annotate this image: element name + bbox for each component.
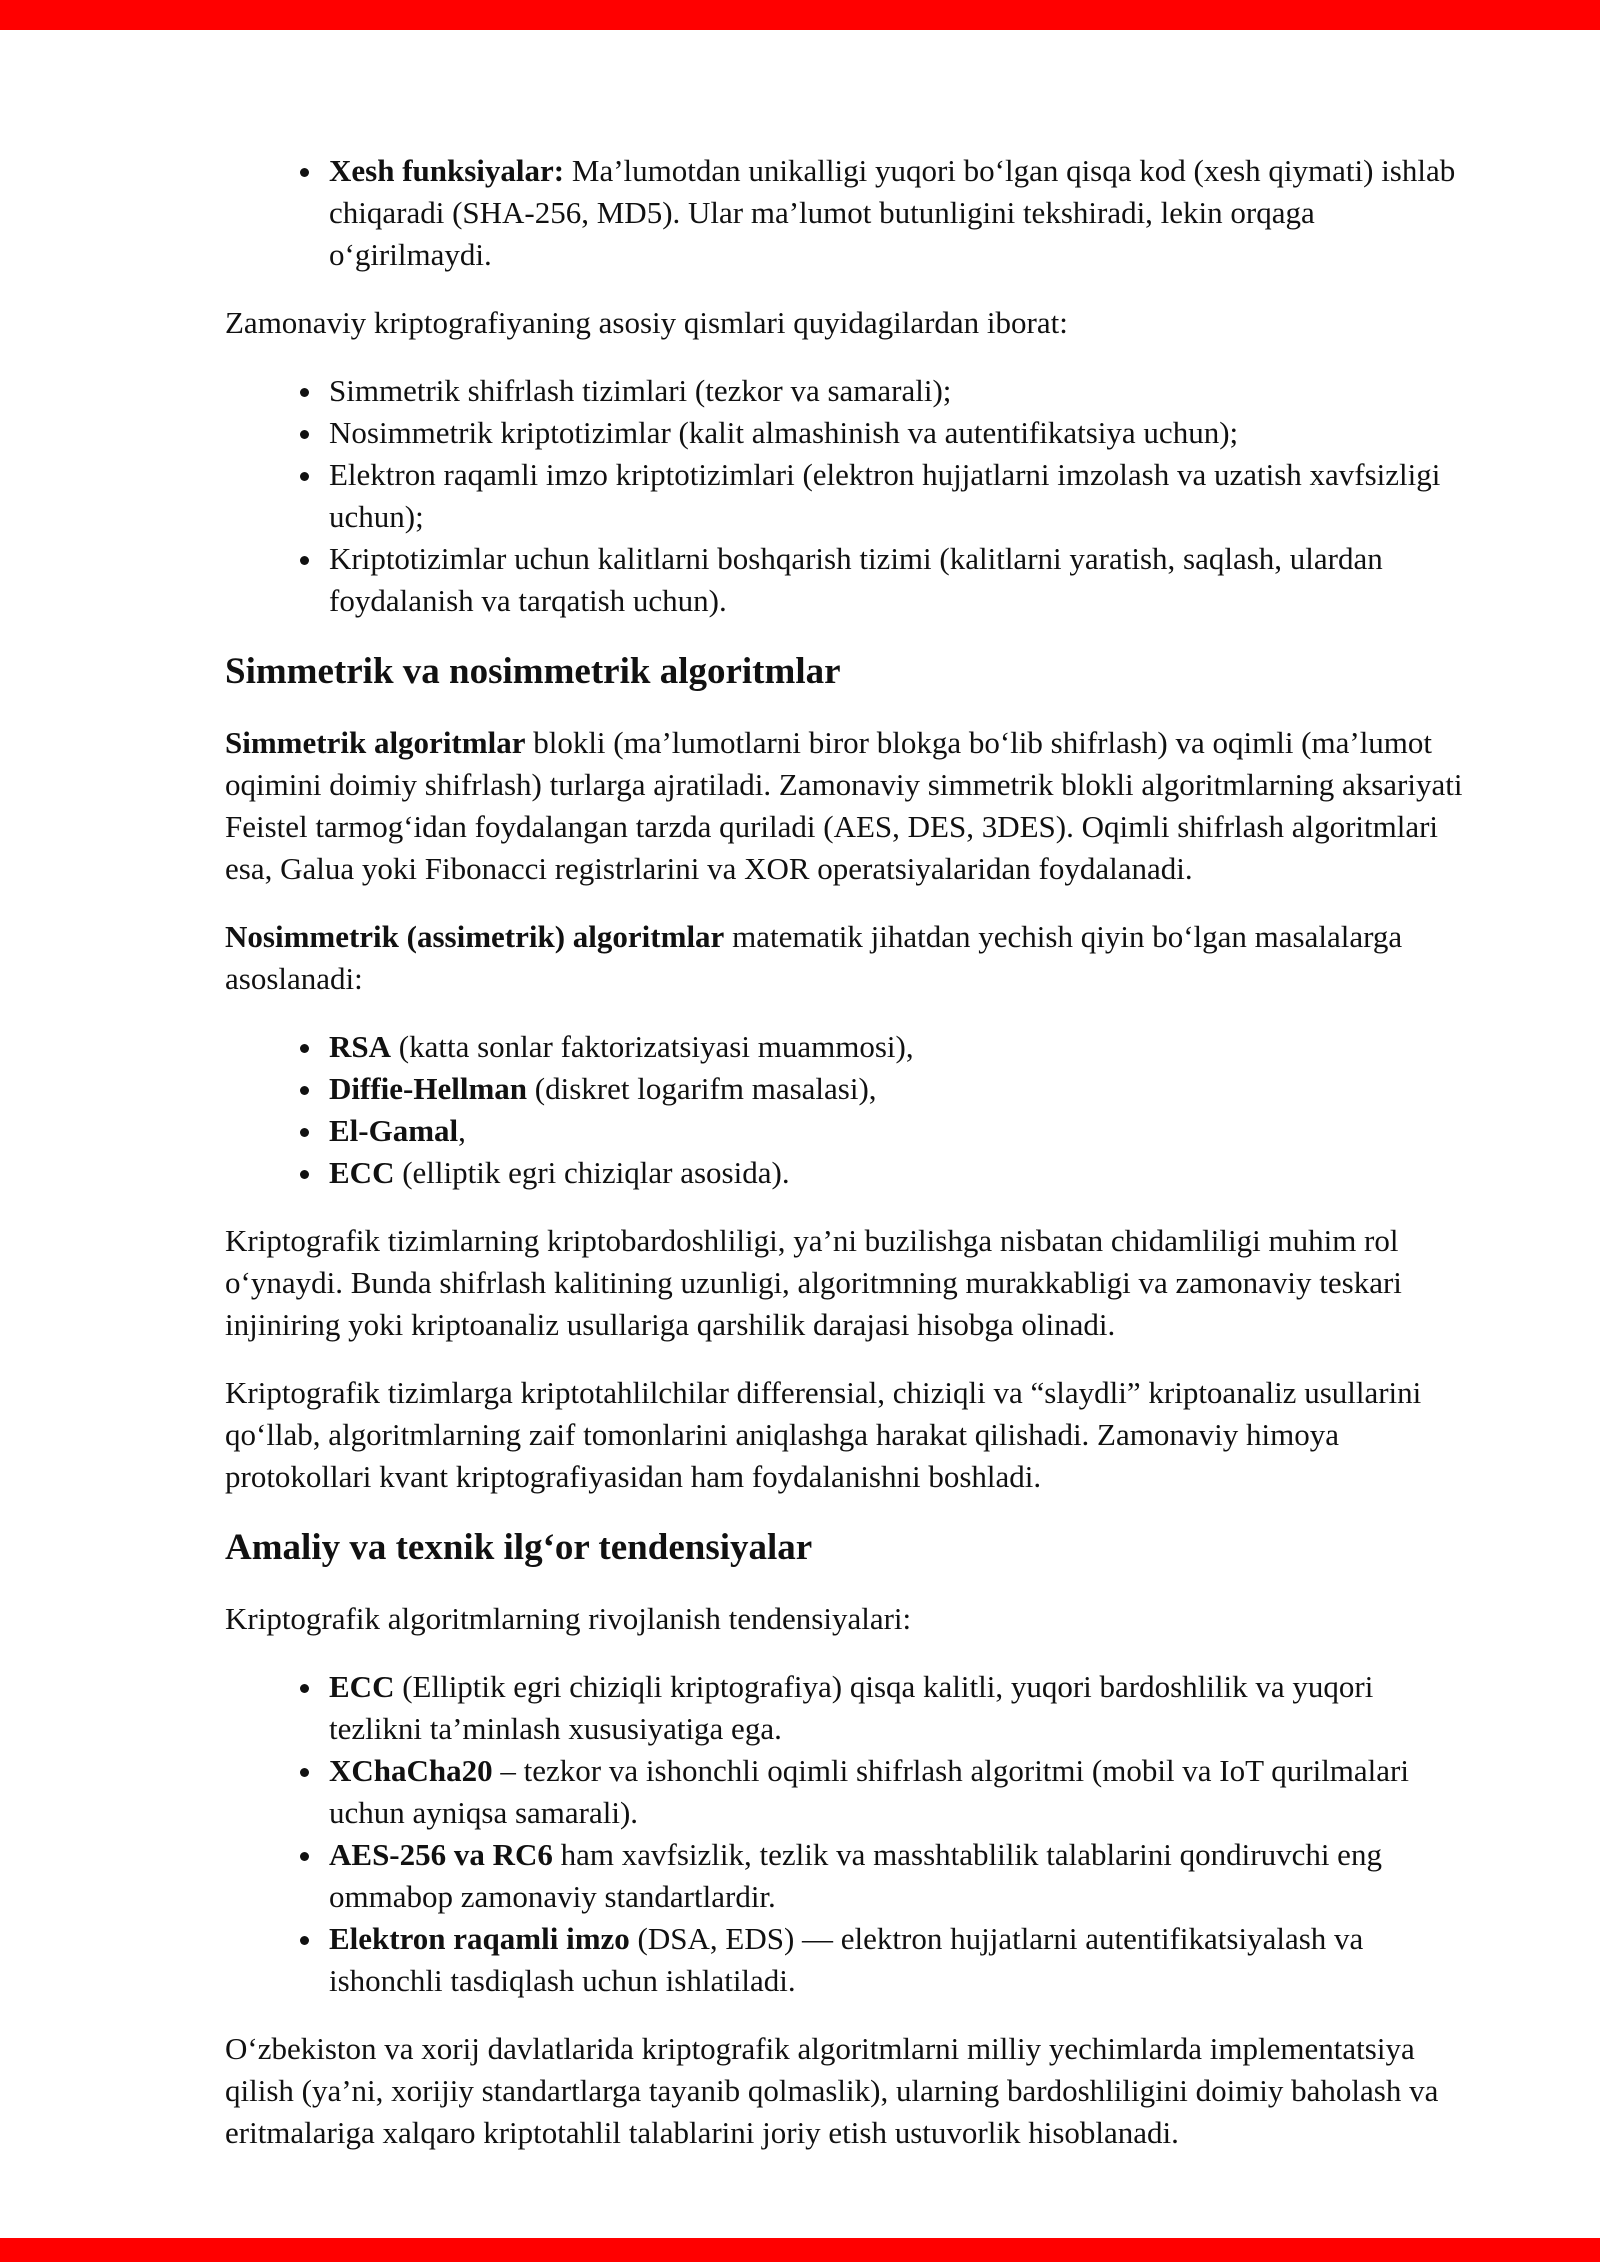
list-item-lead: ECC: [329, 1669, 395, 1704]
para-text: matematik jihatdan yechish qiyin bo‘lgan masalalarga asoslanadi:: [225, 919, 1403, 996]
para-cryptostrength: Kriptografik tizimlarning kriptobardoshliligi, ya’ni buzilishga nisbatan chidamliligi muhim rol o‘ynaydi. Bunda shifrlash kalitining uzunligi, algoritmning murakkabligi va zamonaviy teskari injiniring yoki kriptoanaliz usullariga qarshilik darajasi hisobga olinadi.: [225, 1223, 1402, 1342]
list-item-text: Nosimmetrik kriptotizimlar (kalit almashinish va autentifikatsiya uchun);: [329, 415, 1239, 450]
list-item-lead: RSA: [329, 1029, 392, 1064]
list-item: [325, 538, 1470, 622]
list-item: [325, 1152, 1470, 1194]
list-item: [325, 1834, 1470, 1918]
list-item-text: (Elliptik egri chiziqli kriptografiya) qisqa kalitli, yuqori bardoshlilik va yuqori tezlikni ta’minlash xususiyatiga ega.: [329, 1669, 1374, 1746]
section-heading-trends: Amaliy va texnik ilg‘or tendensiyalar: [225, 1527, 813, 1568]
list-item: [325, 1666, 1470, 1750]
section-heading-symmetric-asymmetric: Simmetrik va nosimmetrik algoritmlar: [225, 651, 841, 692]
bullet-list-trends: [225, 1666, 1470, 2002]
list-item-lead: ECC: [329, 1155, 395, 1190]
list-item: [325, 412, 1470, 454]
list-item-text: (DSA, EDS) — elektron hujjatlarni autentifikatsiyalash va ishonchli tasdiqlash uchun ishlatiladi.: [329, 1921, 1364, 1998]
list-item-lead: El-Gamal: [329, 1113, 459, 1148]
para-crypto-components-intro: Zamonaviy kriptografiyaning asosiy qismlari quyidagilardan iborat:: [225, 305, 1068, 340]
list-item: [325, 150, 1470, 276]
document-content: [225, 150, 1470, 2180]
list-item-text: Elektron raqamli imzo kriptotizimlari (elektron hujjatlarni imzolash va uzatish xavfsizligi uchun);: [329, 457, 1441, 534]
list-item-text: Simmetrik shifrlash tizimlari (tezkor va samarali);: [329, 373, 952, 408]
list-item: [325, 1068, 1470, 1110]
list-item: [325, 454, 1470, 538]
list-item: [325, 1918, 1470, 2002]
list-item-text: – tezkor va ishonchli oqimli shifrlash algoritmi (mobil va IoT qurilmalari uchun ayniqsa samarali).: [329, 1753, 1409, 1830]
list-item-text: Ma’lumotdan unikalligi yuqori bo‘lgan qisqa kod (xesh qiymati) ishlab chiqaradi (SHA-256, MD5). Ular ma’lumot butunligini tekshiradi, lekin orqaga o‘girilmaydi.: [329, 153, 1456, 272]
list-item-text: ,: [458, 1113, 466, 1148]
list-item: [325, 370, 1470, 412]
list-item: [325, 1750, 1470, 1834]
list-item-lead: Diffie-Hellman: [329, 1071, 528, 1106]
para-lead: Nosimmetrik (assimetrik) algoritmlar: [225, 919, 725, 954]
list-item-text: ham xavfsizlik, tezlik va masshtablilik talablarini qondiruvchi eng ommabop zamonaviy standartlardir.: [329, 1837, 1382, 1914]
para-uzbekistan-priorities: O‘zbekiston va xorij davlatlarida kriptografik algoritmlarni milliy yechimlarda implementatsiya qilish (ya’ni, xorijiy standartlarga tayanib qolmaslik), ularning bardoshliligini doimiy baholash va eritmalariga xalqaro kriptotahlil talablarini joriy etish ustuvorlik hisoblanadi.: [225, 2031, 1439, 2150]
bullet-list-crypto-components: [225, 370, 1470, 622]
list-item-text: Kriptotizimlar uchun kalitlarni boshqarish tizimi (kalitlarni yaratish, saqlash, ulardan foydalanish va tarqatish uchun).: [329, 541, 1383, 618]
list-item: [325, 1026, 1470, 1068]
para-cryptanalysis: Kriptografik tizimlarga kriptotahlilchilar differensial, chiziqli va “slaydli” kriptoanaliz usullarini qo‘llab, algoritmlarning zaif tomonlarini aniqlashga harakat qilishadi. Zamonaviy himoya protokollari kvant kriptografiyasidan ham foydalanishni boshladi.: [225, 1375, 1422, 1494]
list-item-text: (diskret logarifm masalasi),: [527, 1071, 877, 1106]
list-item: [325, 1110, 1470, 1152]
bottom-clip-bar: [0, 2238, 1600, 2262]
list-item-lead: Xesh funksiyalar:: [329, 153, 565, 188]
list-item-text: (elliptik egri chiziqlar asosida).: [394, 1155, 790, 1190]
list-item-text: (katta sonlar faktorizatsiyasi muammosi),: [391, 1029, 914, 1064]
list-item-lead: Elektron raqamli imzo: [329, 1921, 630, 1956]
list-item-lead: XChaCha20: [329, 1753, 493, 1788]
para-asymmetric-algorithms: [225, 916, 1470, 1000]
bullet-list-hash-functions: [225, 150, 1470, 276]
para-symmetric-algorithms: [225, 722, 1470, 890]
para-lead: Simmetrik algoritmlar: [225, 725, 526, 760]
top-clip-bar: [0, 0, 1600, 30]
para-trends-intro: Kriptografik algoritmlarning rivojlanish tendensiyalari:: [225, 1601, 912, 1636]
list-item-lead: AES-256 va RC6: [329, 1837, 553, 1872]
para-text: blokli (ma’lumotlarni biror blokga bo‘lib shifrlash) va oqimli (ma’lumot oqimini doimiy shifrlash) turlarga ajratiladi. Zamonaviy simmetrik blokli algoritmlarning aksariyati Feistel tarmog‘idan foydalangan tarzda quriladi (AES, DES, 3DES). Oqimli shifrlash algoritmlari esa, Galua yoki Fibonacci registrlarini va XOR operatsiyalaridan foydalanadi.: [225, 725, 1463, 886]
bullet-list-asymmetric-algorithms: [225, 1026, 1470, 1194]
